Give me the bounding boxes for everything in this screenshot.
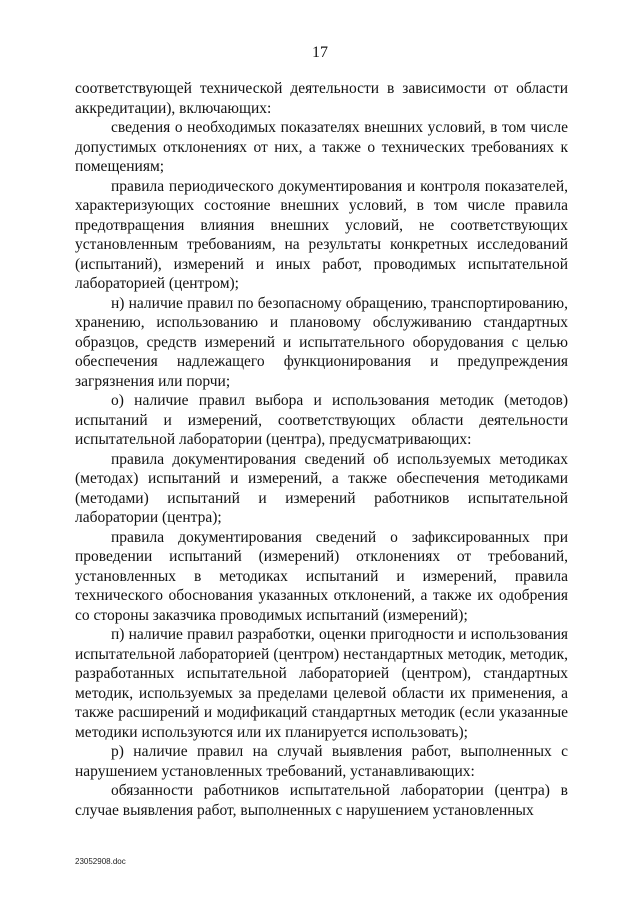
paragraph: соответствующей технической деятельности в зависимости от области аккредитации), включающих:	[75, 80, 568, 117]
paragraph: правила документирования сведений об используемых методиках (методах) испытаний и измерений, а также обеспечения методиками (методами) испытаний и измерений работников испытательной лаборатории (центра);	[75, 450, 568, 526]
paragraph: сведения о необходимых показателях внешних условий, в том числе допустимых отклонениях от них, а также о технических требованиях к помещениям;	[75, 119, 568, 175]
document-body	[75, 79, 568, 820]
paragraph: правила периодического документирования и контроля показателей, характеризующих состояние внешних условий, в том числе правила предотвращения влияния внешних условий, не соответствующих установленным требованиям, на результаты конкретных исследований (испытаний), измерений и иных работ, проводимых испытательной лабораторией (центром);	[75, 177, 568, 292]
file-name-footer: 23052908.doc	[75, 857, 126, 866]
paragraph: п) наличие правил разработки, оценки пригодности и использования испытательной лабораторией (центром) нестандартных методик, методик, разработанных испытательной лабораторией (центром), стандартных методик, используемых за пределами целевой области их применения, а также расширений и модификаций стандартных методик (если указанные методики используются или их планируется использовать);	[75, 626, 568, 741]
paragraph: правила документирования сведений о зафиксированных при проведении испытаний (измерений) отклонениях от требований, установленных в методиках испытаний и измерений, правила технического обоснования указанных отклонений, а также их одобрения со стороны заказчика проводимых испытаний (измерений);	[75, 528, 568, 624]
paragraph: о) наличие правил выбора и использования методик (методов) испытаний и измерений, соответствующих области деятельности испытательной лаборатории (центра), предусматривающих:	[75, 392, 568, 448]
paragraph: р) наличие правил на случай выявления работ, выполненных с нарушением установленных требований, устанавливающих:	[75, 743, 568, 780]
paragraph: обязанности работников испытательной лаборатории (центра) в случае выявления работ, выполненных с нарушением установленных	[75, 782, 568, 819]
page-number: 17	[312, 44, 328, 61]
paragraph: н) наличие правил по безопасному обращению, транспортированию, хранению, использованию и плановому обслуживанию стандартных образцов, средств измерений и испытательного оборудования с целью обеспечения надлежащего функционирования и предупреждения загрязнения или порчи;	[75, 294, 568, 390]
